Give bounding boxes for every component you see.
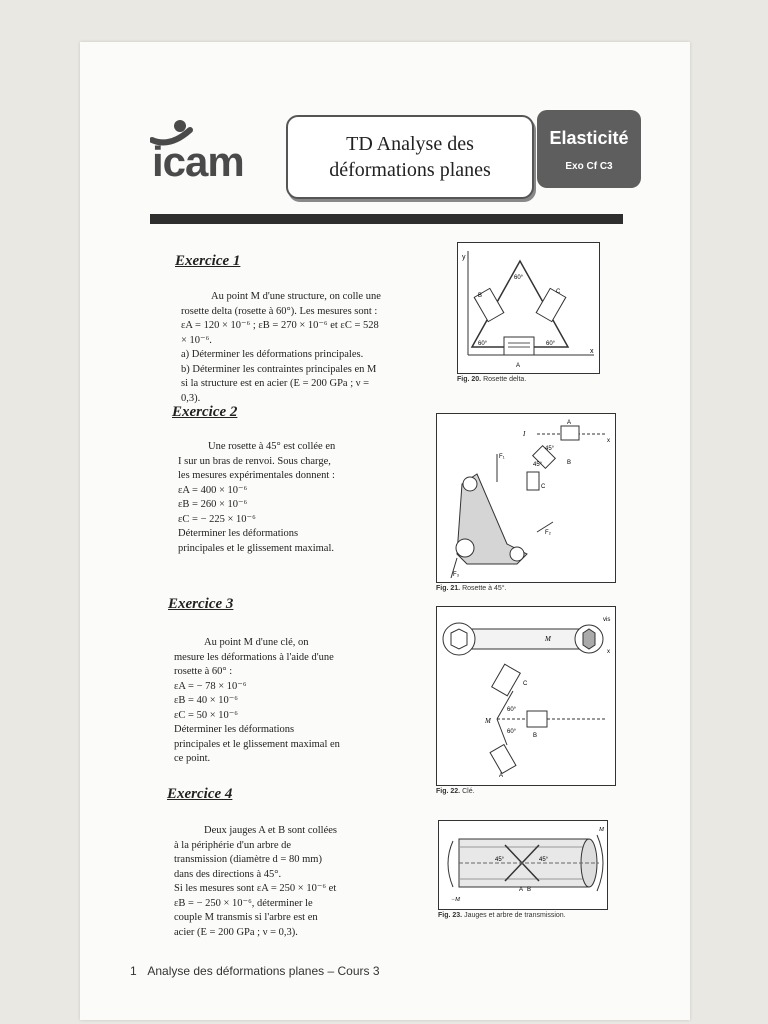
subject-badge (537, 110, 641, 188)
exercise-3-line: εA = − 78 × 10⁻⁶ (174, 680, 247, 692)
fig22-x-label: x (607, 649, 610, 655)
fig21-caption-label: Fig. 21. (436, 585, 461, 592)
fig20-gauge-b-label: B (478, 293, 483, 299)
fig20-gauge-a-label: A (516, 363, 521, 369)
exercise-3-text (174, 636, 340, 767)
exercise-4-line: Deux jauges A et B sont collées à la périphérie d'un arbre de transmission (diamètre d = 80 mm) dans des directions à 45°. (174, 825, 337, 880)
exercise-2-line: Une rosette à 45° est collée en I sur un bras de renvoi. Sous charge, les mesures expérimentales donnent : (178, 441, 336, 481)
figure-22-wrench (436, 606, 616, 786)
exercise-1-line: b) Déterminer les contraintes principales en M si la structure est en acier (E = 200 GPa ; ν = 0,3). (181, 363, 377, 404)
exercise-1-line: a) Déterminer les déformations principales. (181, 349, 364, 360)
figure-23-shaft (438, 820, 608, 910)
fig23-torque-m: M (599, 827, 604, 833)
exercise-1-text (181, 290, 383, 406)
fig23-caption-label: Fig. 23. (438, 912, 463, 919)
header-divider (150, 214, 623, 224)
exercise-2-text (178, 440, 340, 556)
fig20-top-angle: 60° (514, 275, 524, 281)
exercise-2-line: εA = 400 × 10⁻⁶ (178, 484, 248, 496)
fig23-gauge-a: A (519, 887, 524, 893)
fig23-angle-2: 45° (539, 857, 549, 863)
exercise-2-heading: Exercice 2 (172, 404, 238, 420)
figure-22-caption (436, 788, 475, 795)
figure-20-rosette-delta (457, 242, 600, 374)
page-number: 1 (130, 964, 137, 978)
exercise-1-line: Au point M d'une structure, on colle une rosette delta (rosette à 60°). Les mesures sont : (181, 291, 381, 317)
exercise-3-line: Déterminer les déformations principales et le glissement maximal en ce point. (174, 724, 340, 764)
fig22-angle-2: 60° (507, 729, 517, 735)
fig21-angle-1: 45° (545, 446, 555, 452)
fig23-gauge-b: B (527, 887, 532, 893)
fig20-caption-label: Fig. 20. (457, 376, 482, 383)
fig21-angle-2: 45° (533, 462, 543, 468)
figure-20-caption (457, 376, 526, 383)
figure-23-caption (438, 912, 566, 919)
exercise-1-heading: Exercice 1 (175, 253, 241, 269)
exercise-2-line: εC = − 225 × 10⁻⁶ (178, 513, 256, 525)
exercise-4-line: Si les mesures sont εA = 250 × 10⁻⁶ et εB = − 250 × 10⁻⁶, déterminer le couple M transmis si l'arbre est en acier (E = 200 GPa ; ν = 0,3). (174, 883, 337, 938)
fig21-force-f3: F₃ (453, 572, 460, 578)
exercise-3-line: εC = 50 × 10⁻⁶ (174, 709, 238, 721)
exercise-4-heading: Exercice 4 (167, 786, 233, 802)
fig20-gauge-c-label: C (556, 289, 561, 295)
fig20-left-angle: 60° (478, 341, 488, 347)
fig20-caption-text: Rosette delta. (483, 376, 527, 383)
figure-21-caption (436, 585, 507, 592)
fig22-caption-text: Clé. (462, 788, 475, 795)
badge-title: Elasticité (549, 128, 629, 148)
figure-21-rosette-45 (436, 413, 616, 583)
exercise-3-heading: Exercice 3 (168, 596, 234, 612)
fig21-x-label: x (607, 438, 610, 444)
fig23-torque-minus-m: −M (451, 897, 461, 903)
fig22-point-m: M (485, 717, 491, 725)
title-line-2: déformations planes (329, 159, 491, 181)
fig20-right-angle: 60° (546, 341, 556, 347)
fig21-caption-text: Rosette à 45°. (462, 585, 507, 592)
badge-subtitle: Exo Cf C3 (565, 161, 613, 172)
fig20-x-label: x (590, 348, 594, 355)
fig22-point-m-top: M (545, 635, 551, 643)
page-footer (130, 964, 388, 978)
logo-text: icam (152, 138, 244, 185)
exercise-4-text (174, 824, 340, 940)
fig23-caption-text: Jauges et arbre de transmission. (464, 912, 566, 919)
fig22-gauge-a: A (499, 773, 504, 779)
fig21-gauge-b: B (567, 460, 572, 466)
fig20-y-label: y (462, 254, 466, 261)
fig23-angle-1: 45° (495, 857, 505, 863)
exercise-1-line: εA = 120 × 10⁻⁶ ; εB = 270 × 10⁻⁶ et εC = 528 × 10⁻⁶. (181, 320, 379, 346)
fig21-force-f2: F₂ (545, 530, 551, 536)
footer-text: Analyse des déformations planes – Cours 3 (147, 964, 380, 978)
exercise-3-line: Au point M d'une clé, on mesure les déformations à l'aide d'une rosette à 60° : (174, 637, 334, 677)
fig22-gauge-b: B (533, 733, 538, 739)
fig22-caption-label: Fig. 22. (436, 788, 461, 795)
fig22-vis-label: vis (603, 617, 611, 623)
fig21-point-i: I (523, 430, 526, 438)
fig21-gauge-c: C (541, 484, 546, 490)
fig22-angle-1: 60° (507, 707, 517, 713)
title-line-1: TD Analyse des (346, 133, 474, 155)
fig22-gauge-c: C (523, 681, 528, 687)
exercise-2-line: Déterminer les déformations principales et le glissement maximal. (178, 528, 334, 554)
fig21-force-f1: F₁ (499, 454, 505, 460)
document-title-box (286, 115, 534, 199)
exercise-2-line: εB = 260 × 10⁻⁶ (178, 499, 248, 510)
exercise-3-line: εB = 40 × 10⁻⁶ (174, 695, 238, 706)
fig21-gauge-a: A (567, 420, 572, 426)
